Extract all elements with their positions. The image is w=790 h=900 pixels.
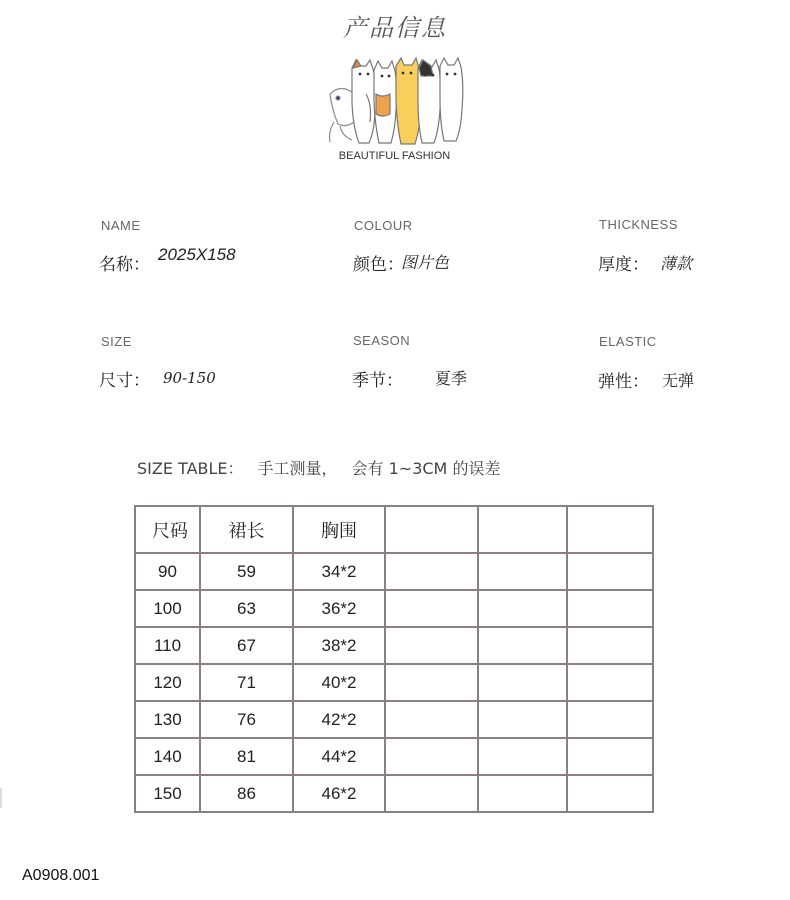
table-cell [478, 738, 567, 775]
size-label-cn: 尺寸： [99, 371, 150, 391]
table-cell: 67 [200, 627, 293, 664]
table-cell: 81 [200, 738, 293, 775]
table-row [135, 553, 653, 590]
size-table-note-2: 会有 1~3CM 的误差 [351, 459, 501, 478]
table-cell: 130 [135, 701, 200, 738]
season-label-en: SEASON [353, 333, 411, 348]
table-row [135, 627, 653, 664]
size-table-note-1: 手工测量， [257, 459, 338, 478]
colour-label-cn: 颜色： [353, 255, 404, 275]
table-cell [567, 590, 653, 627]
name-label-en: NAME [101, 218, 141, 233]
table-cell [567, 553, 653, 590]
size-value: 90-150 [163, 369, 216, 387]
table-cell [385, 590, 478, 627]
size-table-note [137, 456, 514, 479]
table-cell: 34*2 [293, 553, 385, 590]
table-cell: 140 [135, 738, 200, 775]
thickness-value: 薄款 [660, 254, 693, 273]
table-cell: 86 [200, 775, 293, 812]
brand-name: BEAUTIFUL FASHION [338, 150, 451, 162]
table-row [135, 775, 653, 812]
table-cell: 36*2 [293, 590, 385, 627]
table-cell [478, 553, 567, 590]
table-cell: 100 [135, 590, 200, 627]
thickness-label-en: THICKNESS [599, 217, 678, 232]
colour-label-en: COLOUR [354, 218, 413, 233]
header-cell: 尺码 [135, 506, 200, 553]
thickness-label-cn: 厚度： [598, 255, 649, 275]
table-cell [385, 627, 478, 664]
table-cell [385, 664, 478, 701]
table-cell: 63 [200, 590, 293, 627]
table-row [135, 590, 653, 627]
name-label-cn: 名称： [99, 255, 150, 275]
header-cell [385, 506, 478, 553]
edge-divider [0, 788, 2, 808]
elastic-label-cn: 弹性： [598, 372, 649, 392]
table-cell [478, 701, 567, 738]
table-cell: 120 [135, 664, 200, 701]
table-cell: 44*2 [293, 738, 385, 775]
page-title: 产品信息 [343, 14, 447, 42]
table-cell [478, 590, 567, 627]
header-cell [567, 506, 653, 553]
elastic-label-en: ELASTIC [599, 334, 657, 349]
table-cell [385, 738, 478, 775]
size-table-label: SIZE TABLE： [137, 459, 244, 478]
table-cell: 150 [135, 775, 200, 812]
table-cell: 38*2 [293, 627, 385, 664]
table-cell [478, 627, 567, 664]
table-header-row [135, 506, 653, 553]
season-label-cn: 季节： [352, 371, 403, 391]
table-cell [567, 701, 653, 738]
table-cell: 90 [135, 553, 200, 590]
table-cell [385, 553, 478, 590]
product-code: A0908.001 [22, 867, 100, 884]
header-cell: 胸围 [293, 506, 385, 553]
header-cell: 裙长 [200, 506, 293, 553]
table-cell: 40*2 [293, 664, 385, 701]
cats-illustration-icon [322, 54, 467, 150]
table-row [135, 738, 653, 775]
table-cell [385, 775, 478, 812]
colour-value: 图片色 [401, 253, 450, 272]
elastic-value: 无弹 [662, 371, 695, 390]
table-cell [567, 664, 653, 701]
table-cell [567, 738, 653, 775]
table-cell [567, 627, 653, 664]
table-row [135, 664, 653, 701]
table-cell: 76 [200, 701, 293, 738]
size-table [134, 505, 654, 813]
table-row [135, 701, 653, 738]
name-value: 2025X158 [158, 245, 236, 264]
table-cell [478, 775, 567, 812]
size-label-en: SIZE [101, 334, 132, 349]
table-cell [385, 701, 478, 738]
table-cell: 59 [200, 553, 293, 590]
table-cell: 71 [200, 664, 293, 701]
table-cell: 110 [135, 627, 200, 664]
season-value: 夏季 [435, 369, 468, 388]
table-cell [478, 664, 567, 701]
table-cell [567, 775, 653, 812]
header-cell [478, 506, 567, 553]
table-cell: 42*2 [293, 701, 385, 738]
table-cell: 46*2 [293, 775, 385, 812]
